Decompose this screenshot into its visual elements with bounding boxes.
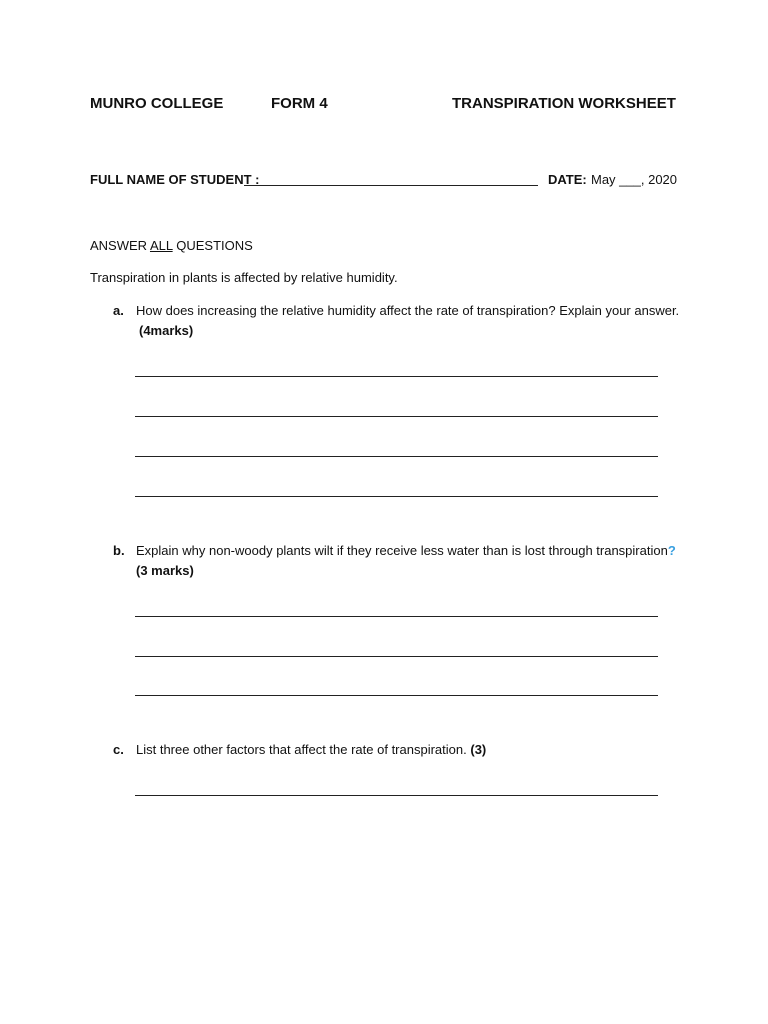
instruction-prefix: ANSWER — [90, 238, 148, 253]
intro-text: Transpiration in plants is affected by relative humidity. — [90, 270, 398, 285]
question-a-letter: a. — [113, 303, 124, 318]
instruction-suffix: QUESTIONS — [176, 238, 253, 253]
answer-line-b-2[interactable] — [135, 656, 658, 657]
question-c-line — [136, 742, 486, 757]
answer-line-a-4[interactable] — [135, 496, 658, 497]
question-b-letter: b. — [113, 543, 125, 558]
instruction-line — [90, 238, 253, 253]
student-name-label: FULL NAME OF STUDENT : — [90, 172, 260, 187]
question-b-text: Explain why non-woody plants wilt if they receive less water than is lost through transpiration — [136, 543, 668, 558]
date-label: DATE: — [548, 172, 587, 187]
date-value: May ___, 2020 — [591, 172, 678, 187]
question-a-marks: (4marks) — [139, 323, 194, 338]
student-name-line — [244, 185, 538, 186]
school-name: MUNRO COLLEGE — [90, 95, 224, 112]
answer-line-a-2[interactable] — [135, 416, 658, 417]
text-cursor-icon: ? — [667, 543, 676, 558]
answer-line-c-1[interactable] — [135, 795, 658, 796]
instruction-emphasis: ALL — [149, 238, 173, 253]
form-level: FORM 4 — [271, 95, 328, 112]
question-c-letter: c. — [113, 742, 124, 757]
answer-line-a-1[interactable] — [135, 376, 658, 377]
question-a-text: How does increasing the relative humidity affect the rate of transpiration? Explain your answer. — [136, 303, 680, 318]
question-c-marks: (3) — [470, 742, 487, 757]
worksheet-title: TRANSPIRATION WORKSHEET — [452, 95, 676, 112]
question-b-line — [136, 543, 676, 558]
answer-line-b-3[interactable] — [135, 695, 658, 696]
question-c-text: List three other factors that affect the rate of transpiration. — [136, 742, 467, 757]
question-b-marks: (3 marks) — [136, 563, 194, 578]
answer-line-b-1[interactable] — [135, 616, 658, 617]
answer-line-a-3[interactable] — [135, 456, 658, 457]
